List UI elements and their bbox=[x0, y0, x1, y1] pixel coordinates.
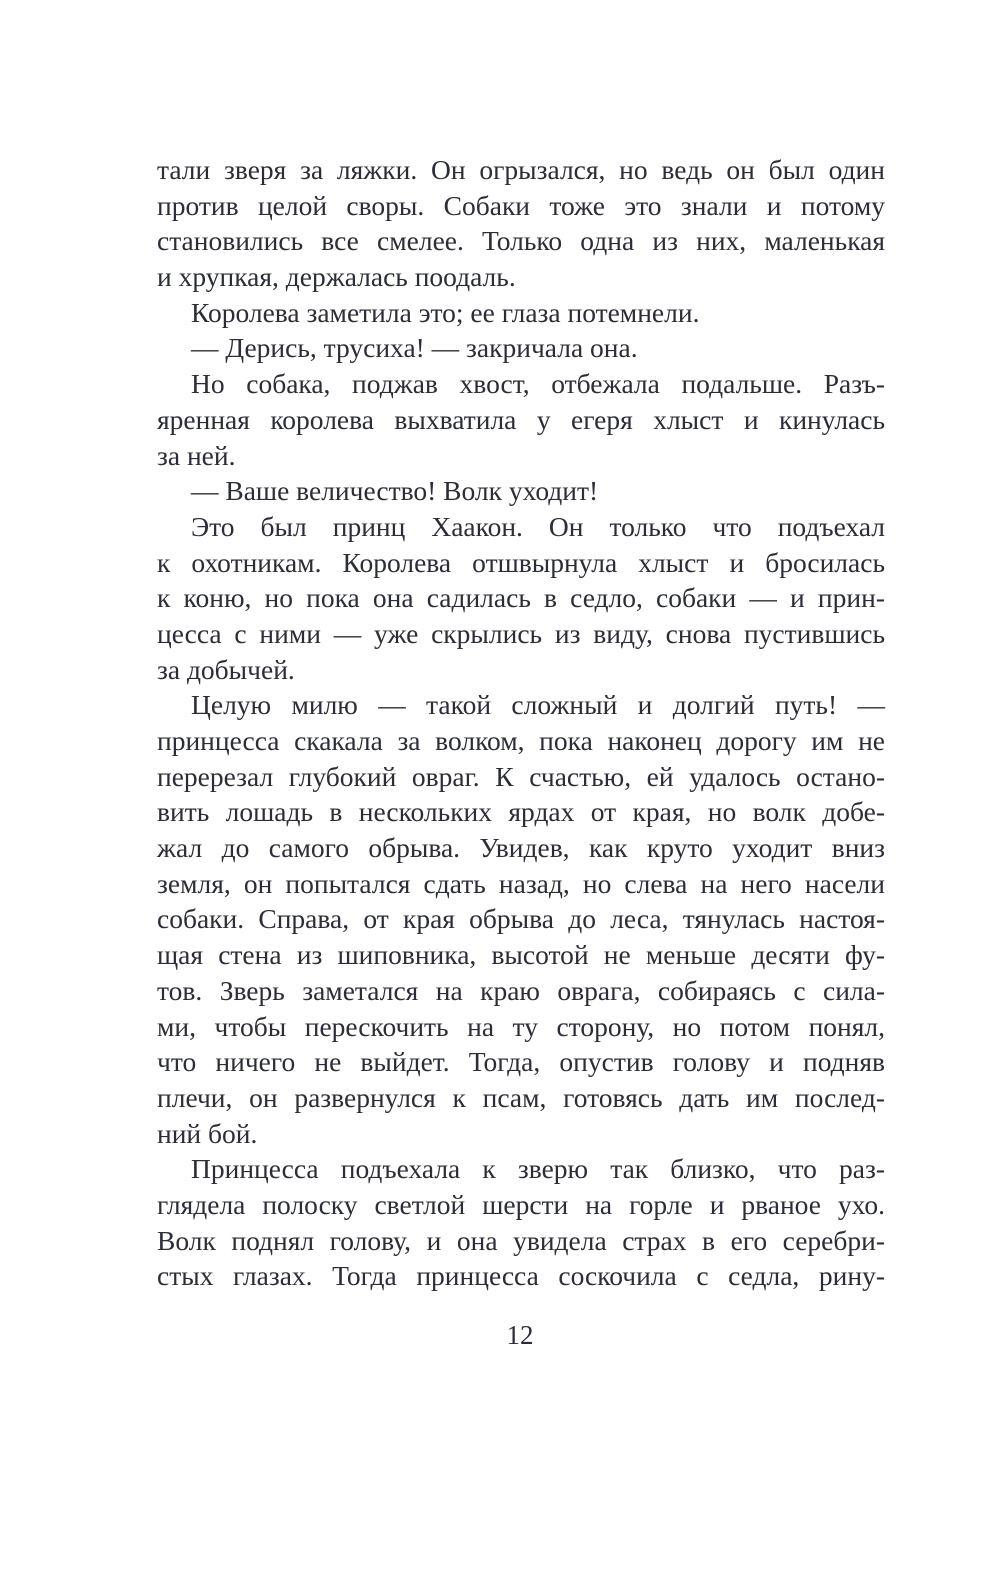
page-number: 12 bbox=[506, 1320, 534, 1350]
text-line: и хрупкая, держалась поодаль. bbox=[157, 261, 516, 293]
text-line: Принцесса подъехала к зверю так близко, что раз- bbox=[191, 1153, 885, 1185]
paragraph bbox=[157, 687, 885, 1151]
paragraph bbox=[157, 295, 885, 331]
text-line: ний бой. bbox=[157, 1117, 258, 1149]
text-line: за добычей. bbox=[157, 653, 295, 685]
text-line: глядела полоску светлой шерсти на горле и рваное ухо. bbox=[157, 1188, 885, 1220]
text-line: — Ваше величество! Волк уходит! bbox=[191, 475, 599, 507]
text-line: за ней. bbox=[157, 439, 236, 471]
text-line: Волк поднял голову, и она увидела страх в его серебри- bbox=[157, 1224, 885, 1256]
text-line: Но собака, поджав хвост, отбежала подальше. Разъ- bbox=[191, 368, 885, 400]
text-line: — Дерись, трусиха! — закричала она. bbox=[191, 332, 638, 364]
text-line: тали зверя за ляжки. Он огрызался, но ведь он был один bbox=[157, 154, 885, 185]
text-line: перерезал глубокий овраг. К счастью, ей удалось остано- bbox=[157, 760, 885, 792]
text-line: Целую милю — такой сложный и долгий путь! — bbox=[191, 689, 885, 721]
paragraph bbox=[157, 473, 885, 509]
text-line: цесса с ними — уже скрылись из виду, снова пустившись bbox=[157, 617, 885, 649]
text-line: яренная королева выхватила у егеря хлыст и кинулась bbox=[157, 403, 885, 435]
paragraph bbox=[157, 366, 885, 473]
text-line: жал до самого обрыва. Увидев, как круто уходит вниз bbox=[157, 832, 885, 864]
text-line: становились все смелее. Только одна из них, маленькая bbox=[157, 225, 885, 257]
paragraph bbox=[157, 330, 885, 366]
text-line: против целой своры. Собаки тоже это знали и потому bbox=[157, 189, 885, 221]
paragraph bbox=[157, 1151, 885, 1294]
text-line: плечи, он развернулся к псам, готовясь дать им послед- bbox=[157, 1081, 885, 1113]
text-line: стых глазах. Тогда принцесса соскочила с седла, рину- bbox=[157, 1260, 885, 1292]
paragraph bbox=[157, 509, 885, 687]
text-line: что ничего не выйдет. Тогда, опустив голову и подняв bbox=[157, 1046, 885, 1078]
paragraph bbox=[157, 152, 885, 295]
text-line: ми, чтобы перескочить на ту сторону, но потом понял, bbox=[157, 1010, 885, 1042]
text-line: щая стена из шиповника, высотой не меньше десяти фу- bbox=[157, 939, 885, 971]
text-line: собаки. Справа, от края обрыва до леса, тянулась настоя- bbox=[157, 903, 885, 935]
text-line: тов. Зверь заметался на краю оврага, собираясь с сила- bbox=[157, 974, 885, 1006]
text-line: вить лошадь в нескольких ярдах от края, но волк добе- bbox=[157, 796, 885, 828]
text-line: принцесса скакала за волком, пока наконец дорогу им не bbox=[157, 725, 885, 756]
page-body-text bbox=[157, 152, 885, 1294]
text-line: Королева заметила это; ее глаза потемнели. bbox=[191, 296, 700, 328]
text-line: к охотникам. Королева отшвырнула хлыст и бросилась bbox=[157, 546, 885, 578]
text-line: Это был принц Хаакон. Он только что подъехал bbox=[191, 510, 885, 542]
text-line: земля, он попытался сдать назад, но слева на него насели bbox=[157, 867, 885, 899]
text-line: к коню, но пока она садилась в седло, собаки — и прин- bbox=[157, 582, 885, 614]
